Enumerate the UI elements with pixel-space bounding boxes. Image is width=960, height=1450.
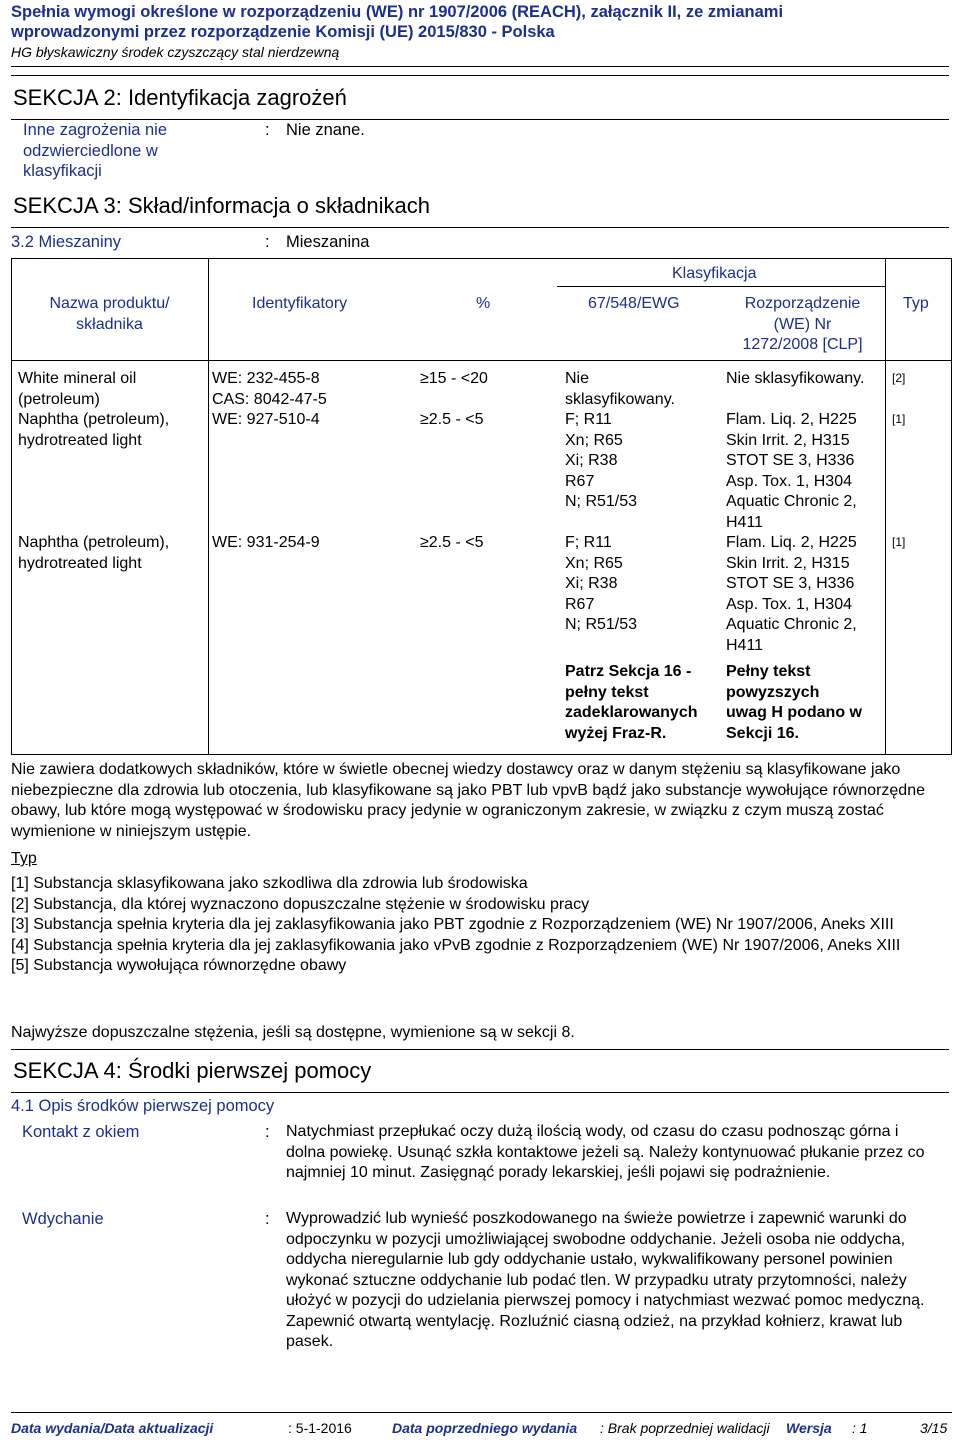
cell-line: Patrz Sekcja 16 -: [565, 663, 692, 680]
percent-value: 2.5 - <5: [428, 534, 484, 551]
cell-line: WE: 927-510-4: [212, 411, 320, 428]
cell-line: Asp. Tox. 1, H304: [726, 595, 852, 613]
cell-line: Aquatic Chronic 2,: [726, 493, 857, 510]
list-item: [3] Substancja spełnia kryteria dla jej zaklasyfikowania jako PBT zgodnie z Rozporządzeniem (WE) Nr 1907/2006, Aneks XIII: [11, 916, 894, 933]
list-item: [4] Substancja spełnia kryteria dla jej zaklasyfikowania jako vPvB zgodnie z Rozporządzeniem (WE) Nr 1907/2006, Aneks XIII: [11, 936, 901, 954]
table-header-divider: [11, 360, 952, 361]
cell-line: White mineral oil: [18, 370, 137, 387]
mixtures-value: Mieszanina: [286, 233, 370, 251]
table-header-name-line: Nazwa produktu/: [49, 295, 170, 312]
cell-line: Flam. Liq. 2, H225: [726, 534, 857, 551]
table-column-divider: [208, 258, 209, 755]
inhalation-text: Wyprowadzić lub wynieść poszkodowanego na świeże powietrze i zapewnić warunki do odpoczynku w pozycji umożliwiającej swobodne oddychanie. Jeżeli osoba nie oddycha, oddycha nieregularnie lub gdy oddychanie ustało, wykwalifikowany personel powinien wykonać sztuczne oddychanie lub podać tlen. W przypadku utraty przytomności, należy ułożyć w pozycji do udzielania pierwszej pomocy i natychmiast wezwać pomoc medyczną. Zapewnić otwartą wentylację. Rozluźnić ciasną odzież, na przykład kołnierz, krawat lub pasek.: [286, 1210, 925, 1350]
cell-line: WE: 931-254-9: [212, 534, 320, 551]
header-line-1: Spełnia wymogi określone w rozporządzeniu (WE) nr 1907/2006 (REACH), załącznik II, ze zmianami: [11, 3, 784, 21]
cell-line: N; R51/53: [565, 616, 638, 633]
table-row-1-ewg: [565, 369, 675, 410]
cell-line: Xi; R38: [565, 575, 618, 592]
other-hazards-label-line: odzwierciedlone w: [23, 141, 158, 160]
other-hazards-value: Nie znane.: [286, 121, 365, 139]
section-3-title: [11, 185, 949, 228]
table-header-clp-line: (WE) Nr: [773, 315, 832, 333]
colon: :: [265, 121, 270, 139]
eye-contact-text: Natychmiast przepłukać oczy dużą ilością wody, od czasu do czasu podnosząc górna i dolna powiekę. Usunąć szkła kontaktowe jeżeli są. Należy kontynuować płukanie przez co najmniej 10 minut. Zasięgnąć porady lekarskiej, jeśli pojawi się podrażnienie.: [286, 1123, 925, 1181]
table-header-percent: %: [476, 295, 491, 312]
klasyfikacja-underline: [557, 286, 885, 287]
colon: :: [265, 1123, 270, 1141]
footer-prev-label: Data poprzedniego wydania: [392, 1420, 578, 1436]
cell-line: F; R11: [565, 411, 612, 428]
cell-line: Nie sklasyfikowany.: [726, 370, 865, 387]
footer-version-label: Wersja: [786, 1420, 832, 1436]
mixtures-label: 3.2 Mieszaniny: [11, 233, 122, 251]
table-header-clp-line: 1272/2008 [CLP]: [742, 336, 863, 353]
cell-line: uwag H podano w: [726, 704, 862, 721]
cell-line: Skin Irrit. 2, H315: [726, 554, 850, 572]
table-row-2-typ: [1]: [892, 412, 906, 426]
cell-line: WE: 232-455-8: [212, 370, 320, 387]
eye-contact-label: Kontakt z okiem: [22, 1123, 140, 1141]
footer-issue-label: Data wydania/Data aktualizacji: [11, 1420, 214, 1436]
cell-line: Skin Irrit. 2, H315: [726, 431, 850, 449]
table-row-3-ewg: [565, 533, 637, 636]
table-header-name: [11, 294, 208, 335]
cell-line: hydrotreated light: [18, 431, 142, 449]
cell-line: R67: [565, 472, 595, 490]
cell-line: (petroleum): [18, 390, 100, 408]
table-row-2-clp: [726, 410, 857, 533]
oel-note: Najwyższe dopuszczalne stężenia, jeśli są dostępne, wymienione są w sekcji 8.: [11, 1024, 575, 1041]
table-row-2-percent: ≥2.5 - <5: [420, 411, 484, 428]
table-header-klasyfikacja: Klasyfikacja: [672, 265, 757, 282]
product-name: HG błyskawiczny środek czyszczący stal nierdzewną: [11, 44, 340, 60]
section-4-title-text: SEKCJA 4: Środki pierwszej pomocy: [13, 1058, 372, 1083]
cell-line: H411: [726, 636, 764, 654]
cell-line: sklasyfikowany.: [565, 390, 675, 408]
header-line-2: wprowadzonymi przez rozporządzenie Komisji (UE) 2015/830 - Polska: [11, 23, 555, 41]
table-row-3-clp: [726, 533, 857, 656]
typ-heading: Typ: [11, 850, 37, 867]
cell-line: Flam. Liq. 2, H225: [726, 411, 857, 428]
table-header-name-line: składnika: [76, 315, 143, 333]
table-header-identifiers: Identyfikatory: [252, 295, 348, 312]
list-item: [2] Substancja, dla której wyznaczono dopuszczalne stężenie w środowisku pracy: [11, 895, 590, 913]
cell-line: Aquatic Chronic 2,: [726, 616, 857, 633]
table-column-divider: [885, 258, 886, 755]
cell-line: zadeklarowanych: [565, 704, 698, 721]
table-row-1-percent: ≥15 - <20: [420, 370, 488, 387]
inhalation-label: Wdychanie: [22, 1210, 104, 1228]
cell-line: Xn; R65: [565, 554, 623, 572]
section-2-title-text: SEKCJA 2: Identyfikacja zagrożeń: [13, 84, 347, 110]
cell-line: Naphtha (petroleum),: [18, 534, 170, 551]
section-3-title-text: SEKCJA 3: Skład/informacja o składnikach: [13, 193, 430, 218]
cell-line: Xi; R38: [565, 452, 618, 469]
section-4-title: [11, 1049, 949, 1093]
composition-paragraph: Nie zawiera dodatkowych składników, które w świetle obecnej wiedzy dostawcy oraz w danym stężeniu są klasyfikowane jako niebezpieczne dla zdrowia lub otoczenia, lub klasyfikowane są jako PBT lub vpvB bądź jako substancje wywołujące równorzędne obawy, lub które mogą występować w środowisku pracy jedynie w ograniczonym zakresie, w związku z czym muszą zostać wymienione w niniejszym ustępie.: [11, 761, 925, 840]
other-hazards-label: [23, 120, 167, 182]
cell-line: pełny tekst: [565, 683, 649, 701]
cell-line: powyzszych: [726, 683, 820, 701]
cell-line: Xn; R65: [565, 431, 623, 449]
cell-line: STOT SE 3, H336: [726, 452, 855, 469]
table-header-clp: [720, 294, 885, 356]
cell-line: N; R51/53: [565, 493, 638, 510]
cell-line: Pełny tekst: [726, 663, 811, 680]
colon: :: [265, 233, 270, 251]
footer-page-number: 3/15: [920, 1420, 948, 1436]
list-item: [1] Substancja sklasyfikowana jako szkodliwa dla zdrowia lub środowiska: [11, 875, 528, 892]
table-row-2-ewg: [565, 410, 637, 513]
footer-divider: [11, 1412, 952, 1413]
section-2-title: [11, 75, 949, 120]
percent-value: 2.5 - <5: [428, 411, 484, 428]
table-header-ewg: 67/548/EWG: [588, 295, 680, 312]
cell-line: F; R11: [565, 534, 612, 551]
table-note-clp: [726, 662, 862, 744]
cell-line: Sekcji 16.: [726, 724, 799, 742]
table-note-ewg: [565, 662, 698, 744]
other-hazards-label-line: klasyfikacji: [23, 162, 102, 180]
cell-line: STOT SE 3, H336: [726, 575, 855, 592]
cell-line: H411: [726, 513, 764, 531]
header-divider: [11, 66, 949, 67]
table-row-1-ident: [212, 369, 327, 410]
table-row-3-percent: ≥2.5 - <5: [420, 534, 484, 551]
document-header-regulation: [11, 2, 783, 42]
cell-line: CAS: 8042-47-5: [212, 390, 327, 408]
cell-line: Nie: [565, 370, 590, 387]
table-row-3-name: [18, 533, 169, 574]
list-item: [5] Substancja wywołująca równorzędne obawy: [11, 957, 347, 974]
cell-line: R67: [565, 595, 595, 613]
cell-line: wyżej Fraz-R.: [565, 724, 667, 742]
table-row-1-clp: [726, 369, 864, 390]
footer-issue-value: : 5-1-2016: [288, 1420, 352, 1436]
table-row-3-typ: [1]: [892, 535, 906, 549]
other-hazards-label-line: Inne zagrożenia nie: [23, 121, 168, 139]
cell-line: Naphtha (petroleum),: [18, 411, 170, 428]
cell-line: Asp. Tox. 1, H304: [726, 472, 852, 490]
table-row-1-name: [18, 369, 136, 410]
table-row-1-typ: [2]: [892, 371, 906, 385]
table-row-2-name: [18, 410, 169, 451]
table-row-3-ident: [212, 533, 320, 554]
footer-prev-value: : Brak poprzedniej walidacji: [600, 1420, 770, 1436]
table-header-typ: Typ: [903, 295, 929, 312]
typ-list: [11, 874, 956, 977]
first-aid-subtitle: 4.1 Opis środków pierwszej pomocy: [11, 1097, 275, 1115]
cell-line: hydrotreated light: [18, 554, 142, 572]
colon: :: [265, 1210, 270, 1228]
table-row-2-ident: [212, 410, 320, 431]
footer-version-value: : 1: [852, 1420, 868, 1436]
table-header-clp-line: Rozporządzenie: [744, 295, 861, 312]
percent-value: 15 - <20: [428, 370, 488, 387]
